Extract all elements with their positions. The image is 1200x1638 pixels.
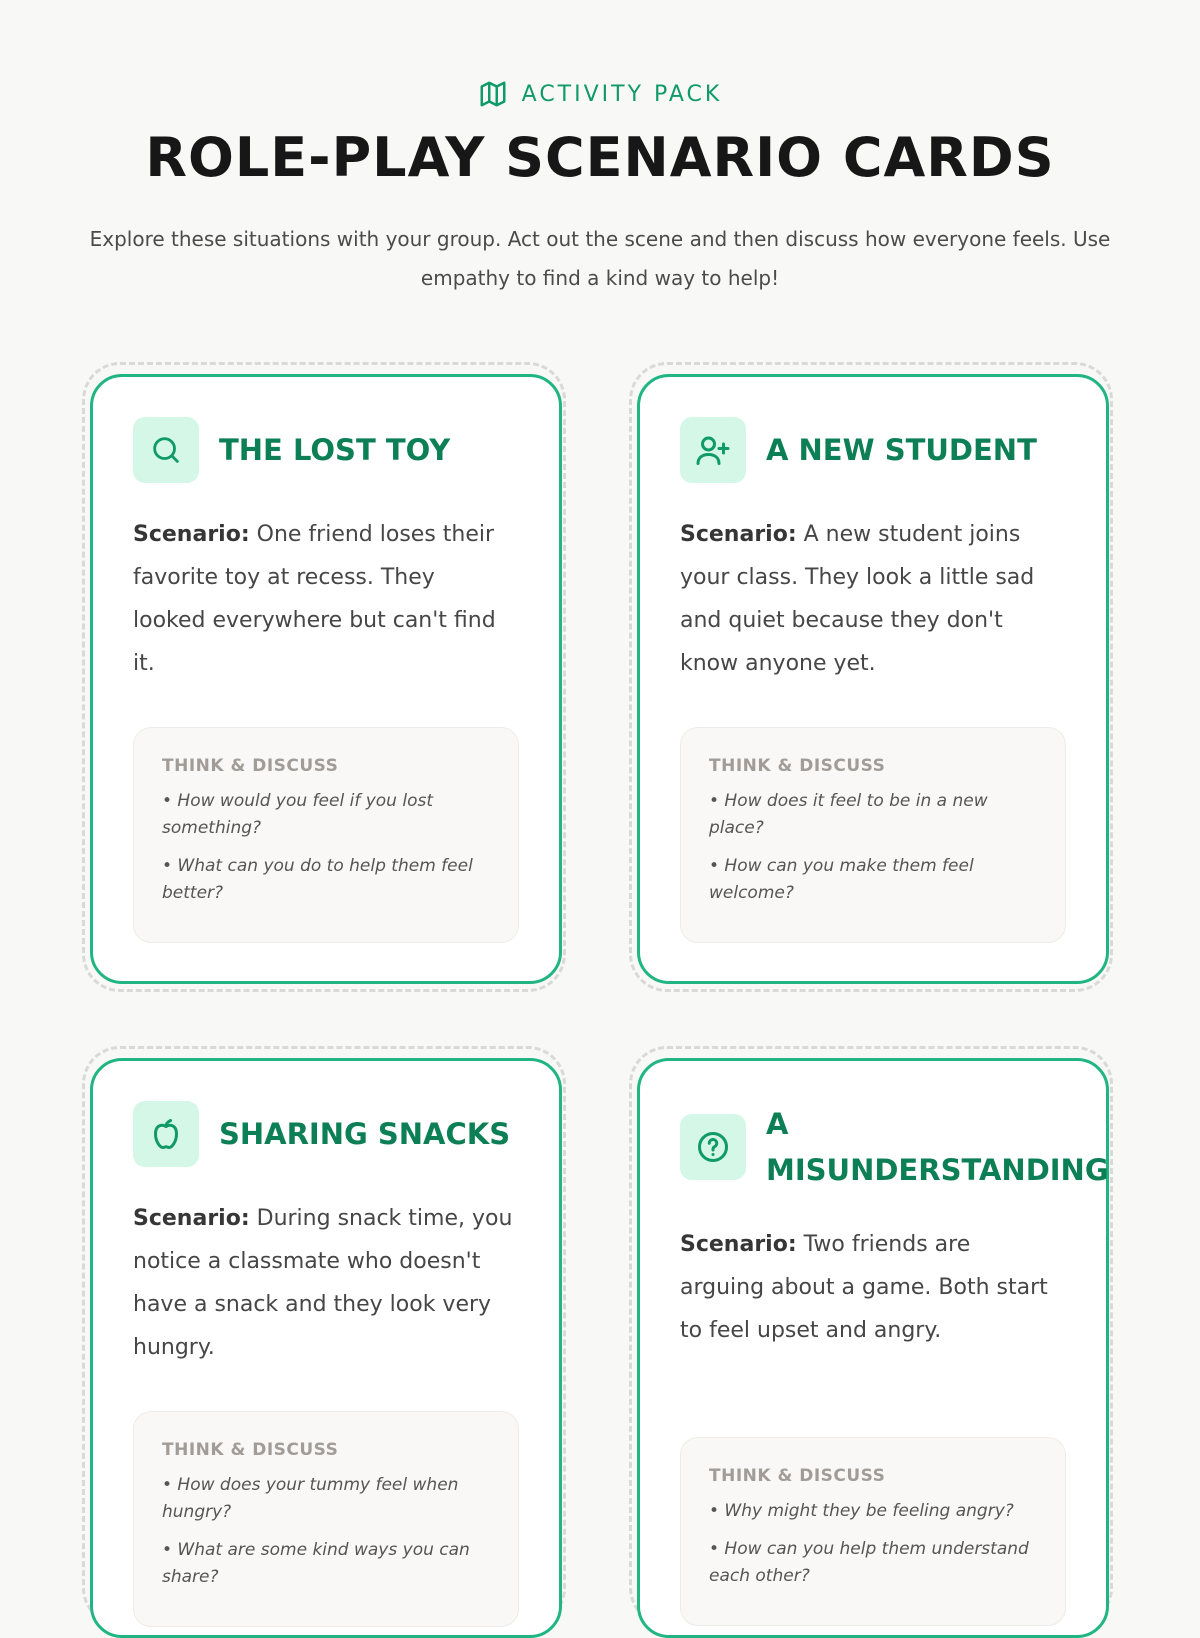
scenario-card-sharing-snacks (90, 1058, 562, 1638)
discuss-label: THINK & DISCUSS (162, 1440, 339, 1460)
discuss-question: • How would you feel if you lost something? (162, 791, 433, 838)
scenario-card-lost-toy (90, 374, 562, 984)
card-title: SHARING SNACKS (219, 1117, 511, 1151)
scenario-card-new-student (637, 374, 1109, 984)
map-icon (478, 79, 508, 109)
card-title: A NEW STUDENT (766, 433, 1037, 467)
discuss-question: • Why might they be feeling angry? (709, 1501, 1014, 1521)
think-discuss-box (133, 727, 519, 943)
question-circle-icon (680, 1114, 746, 1180)
card-title: A MISUNDERSTANDING (766, 1107, 1109, 1187)
discuss-question: • How can you help them understand each other? (709, 1539, 1029, 1586)
activity-pack-eyebrow (0, 76, 1200, 112)
eyebrow-label: ACTIVITY PACK (521, 81, 723, 107)
apple-icon (133, 1101, 199, 1167)
page-header (0, 76, 1200, 298)
search-icon (133, 417, 199, 483)
discuss-label: THINK & DISCUSS (162, 756, 339, 776)
discuss-question: • What are some kind ways you can share? (162, 1540, 470, 1587)
discuss-question: • What can you do to help them feel better? (162, 856, 473, 903)
scenario-text: Scenario: A new student joins your class. They look a little sad and quiet because they don't know anyone yet. (680, 522, 1035, 676)
scenario-card-misunderstanding (637, 1058, 1109, 1638)
discuss-question: • How does your tummy feel when hungry? (162, 1475, 459, 1522)
discuss-question: • How does it feel to be in a new place? (709, 791, 988, 838)
discuss-label: THINK & DISCUSS (709, 756, 886, 776)
scenario-text: Scenario: One friend loses their favorite toy at recess. They looked everywhere but can't find it. (133, 522, 496, 676)
intro-text: Explore these situations with your group. Act out the scene and then discuss how everyone feels. Use empathy to find a kind way to help! (89, 227, 1111, 290)
think-discuss-box (680, 1437, 1066, 1626)
think-discuss-box (680, 727, 1066, 943)
discuss-question: • How can you make them feel welcome? (709, 856, 974, 903)
card-title: THE LOST TOY (219, 433, 451, 467)
page-title: ROLE-PLAY SCENARIO CARDS (145, 126, 1055, 189)
scenario-text: Scenario: Two friends are arguing about a game. Both start to feel upset and angry. (680, 1232, 1048, 1343)
scenario-text: Scenario: During snack time, you notice a classmate who doesn't have a snack and they look very hungry. (133, 1206, 513, 1360)
discuss-label: THINK & DISCUSS (709, 1466, 886, 1486)
user-plus-icon (680, 417, 746, 483)
think-discuss-box (133, 1411, 519, 1627)
